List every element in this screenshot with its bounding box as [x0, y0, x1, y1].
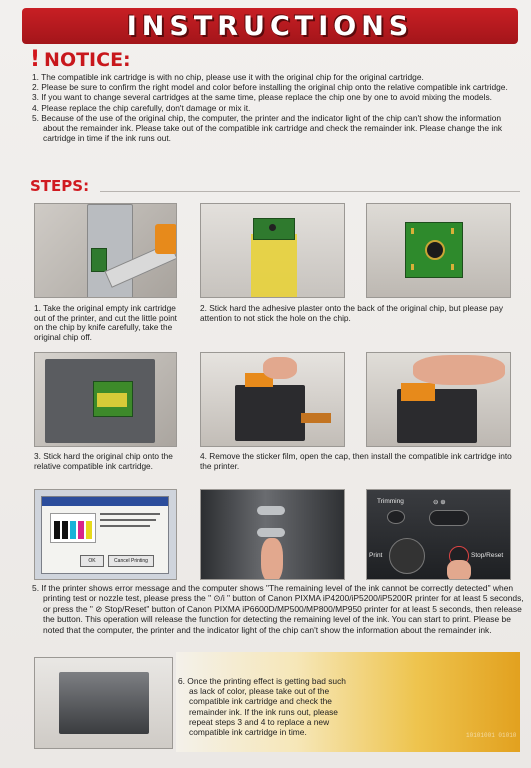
notice-item: 1. The compatible ink cartridge is with no chip, please use it with the original chip for the original cartridge.: [32, 72, 424, 82]
notice-item: 4. Please replace the chip carefully, don't damage or mix it.: [32, 102, 251, 113]
notice-item: 3. If you want to change several cartridges at the same time, please replace the chip one by one to avoid mixing the models.: [32, 92, 492, 103]
knife-handle: [155, 224, 177, 254]
print-label: Print: [369, 552, 383, 559]
photo-cut-chip: [34, 203, 177, 298]
cap-image: [401, 383, 435, 401]
hand-image: [413, 355, 505, 385]
chip-hole: [269, 224, 276, 231]
printer-button: [257, 506, 285, 515]
photo-chip-plaster: [200, 203, 345, 298]
cartridge-image: [59, 672, 149, 734]
chip-hole: [425, 240, 445, 260]
steps-heading: STEPS:: [30, 177, 90, 195]
step-1-caption: 1. Take the original empty ink cartridge out of the printer, and cut the little point on the chip by knife carefully, take the original chip off.: [34, 303, 177, 342]
dialog-titlebar: [42, 497, 168, 506]
steps-divider: [100, 191, 520, 192]
finger-image: [447, 560, 471, 580]
printer-button: [257, 528, 285, 537]
ink-level-graphic: [50, 513, 96, 543]
photo-cartridge-side: [34, 657, 173, 749]
error-dialog: [41, 496, 169, 574]
binary-decoration: 10101001 01010: [466, 732, 517, 739]
contact-icon: [451, 264, 454, 270]
print-button: [389, 538, 425, 574]
contact-icon: [451, 228, 454, 234]
notice-header: [30, 47, 131, 72]
trimming-button: [387, 510, 405, 524]
photo-remove-film: [200, 352, 345, 447]
dialog-ok-button[interactable]: OK: [80, 555, 104, 567]
notice-list: [32, 72, 520, 143]
plaster-image: [97, 393, 127, 407]
film-image: [301, 413, 331, 423]
photo-install-cartridge: [366, 352, 511, 447]
photo-error-dialog: [34, 489, 177, 580]
stop-reset-label: Stop/Reset: [471, 552, 504, 559]
finger-image: [261, 538, 283, 580]
photo-printer-buttons: [200, 489, 345, 580]
trimming-label: Trimming: [377, 498, 404, 505]
finger-image: [263, 357, 297, 379]
chip-image: [91, 248, 107, 272]
title-banner: [22, 8, 518, 44]
cartridge-image: [235, 385, 305, 441]
step-2-caption: 2. Stick hard the adhesive plaster onto the back of the original chip, but please pay attention to not stick the hole on the chip.: [200, 303, 504, 323]
step-6-caption: 6. Once the printing effect is getting bad such as lack of color, please take out of the compatible ink cartridge and check the remainder ink. If the ink runs out, please repeat steps 3 and 4 to replace a new compatible ink cartridge in time.: [178, 676, 346, 738]
photo-stick-chip: [34, 352, 177, 447]
dialog-cancel-button[interactable]: Cancel Printing: [108, 555, 154, 567]
page-title: INSTRUCTIONS: [126, 10, 414, 42]
photo-chip-closeup: [366, 203, 511, 298]
step-5-caption: 5. If the printer shows error message and the computer shows "The remaining level of the ink cannot be correctly detected" when printing test or nozzle test, please press the " ⊙/i " button of Canon PIXMA iP4200/iP5200/iP5200R printer for at least 5 seconds, or press the " ⊘ Stop/Reset" button of Canon PIXMA iP6600D/MP500/MP800/MP950 printer for at least 5 seconds, then release the button. This operation will release the function for detecting the remaining level of the ink. You can start to print. Please be noted that the computer, the printer and the indicator light of the chip can't show the information about the remainder ink.: [32, 583, 524, 635]
zoom-button: [429, 510, 469, 526]
warning-icon: !: [30, 47, 41, 72]
step-3-caption: 3. Stick hard the original chip onto the relative compatible ink cartridge.: [34, 451, 173, 471]
notice-heading: NOTICE:: [44, 48, 131, 71]
plaster-image: [251, 234, 297, 297]
contact-icon: [411, 228, 414, 234]
notice-item: 5. Because of the use of the original chip, the computer, the printer and the indicator light of the chip can't show the information about the remainder ink. Please take out of the compatible ink cartridge and check the remainder ink. Please change the ink cartridge in time if the ink runs out.: [32, 112, 503, 144]
step-4-caption: 4. Remove the sticker film, open the cap, then install the compatible ink cartridge into the printer.: [200, 451, 512, 471]
photo-control-panel: [366, 489, 511, 580]
contact-icon: [411, 264, 414, 270]
notice-item: 2. Please be sure to confirm the right model and color before installing the original chip onto the relative compatible ink cartridge.: [32, 82, 508, 93]
zoom-icons: ⊖ ⊕: [433, 499, 446, 506]
